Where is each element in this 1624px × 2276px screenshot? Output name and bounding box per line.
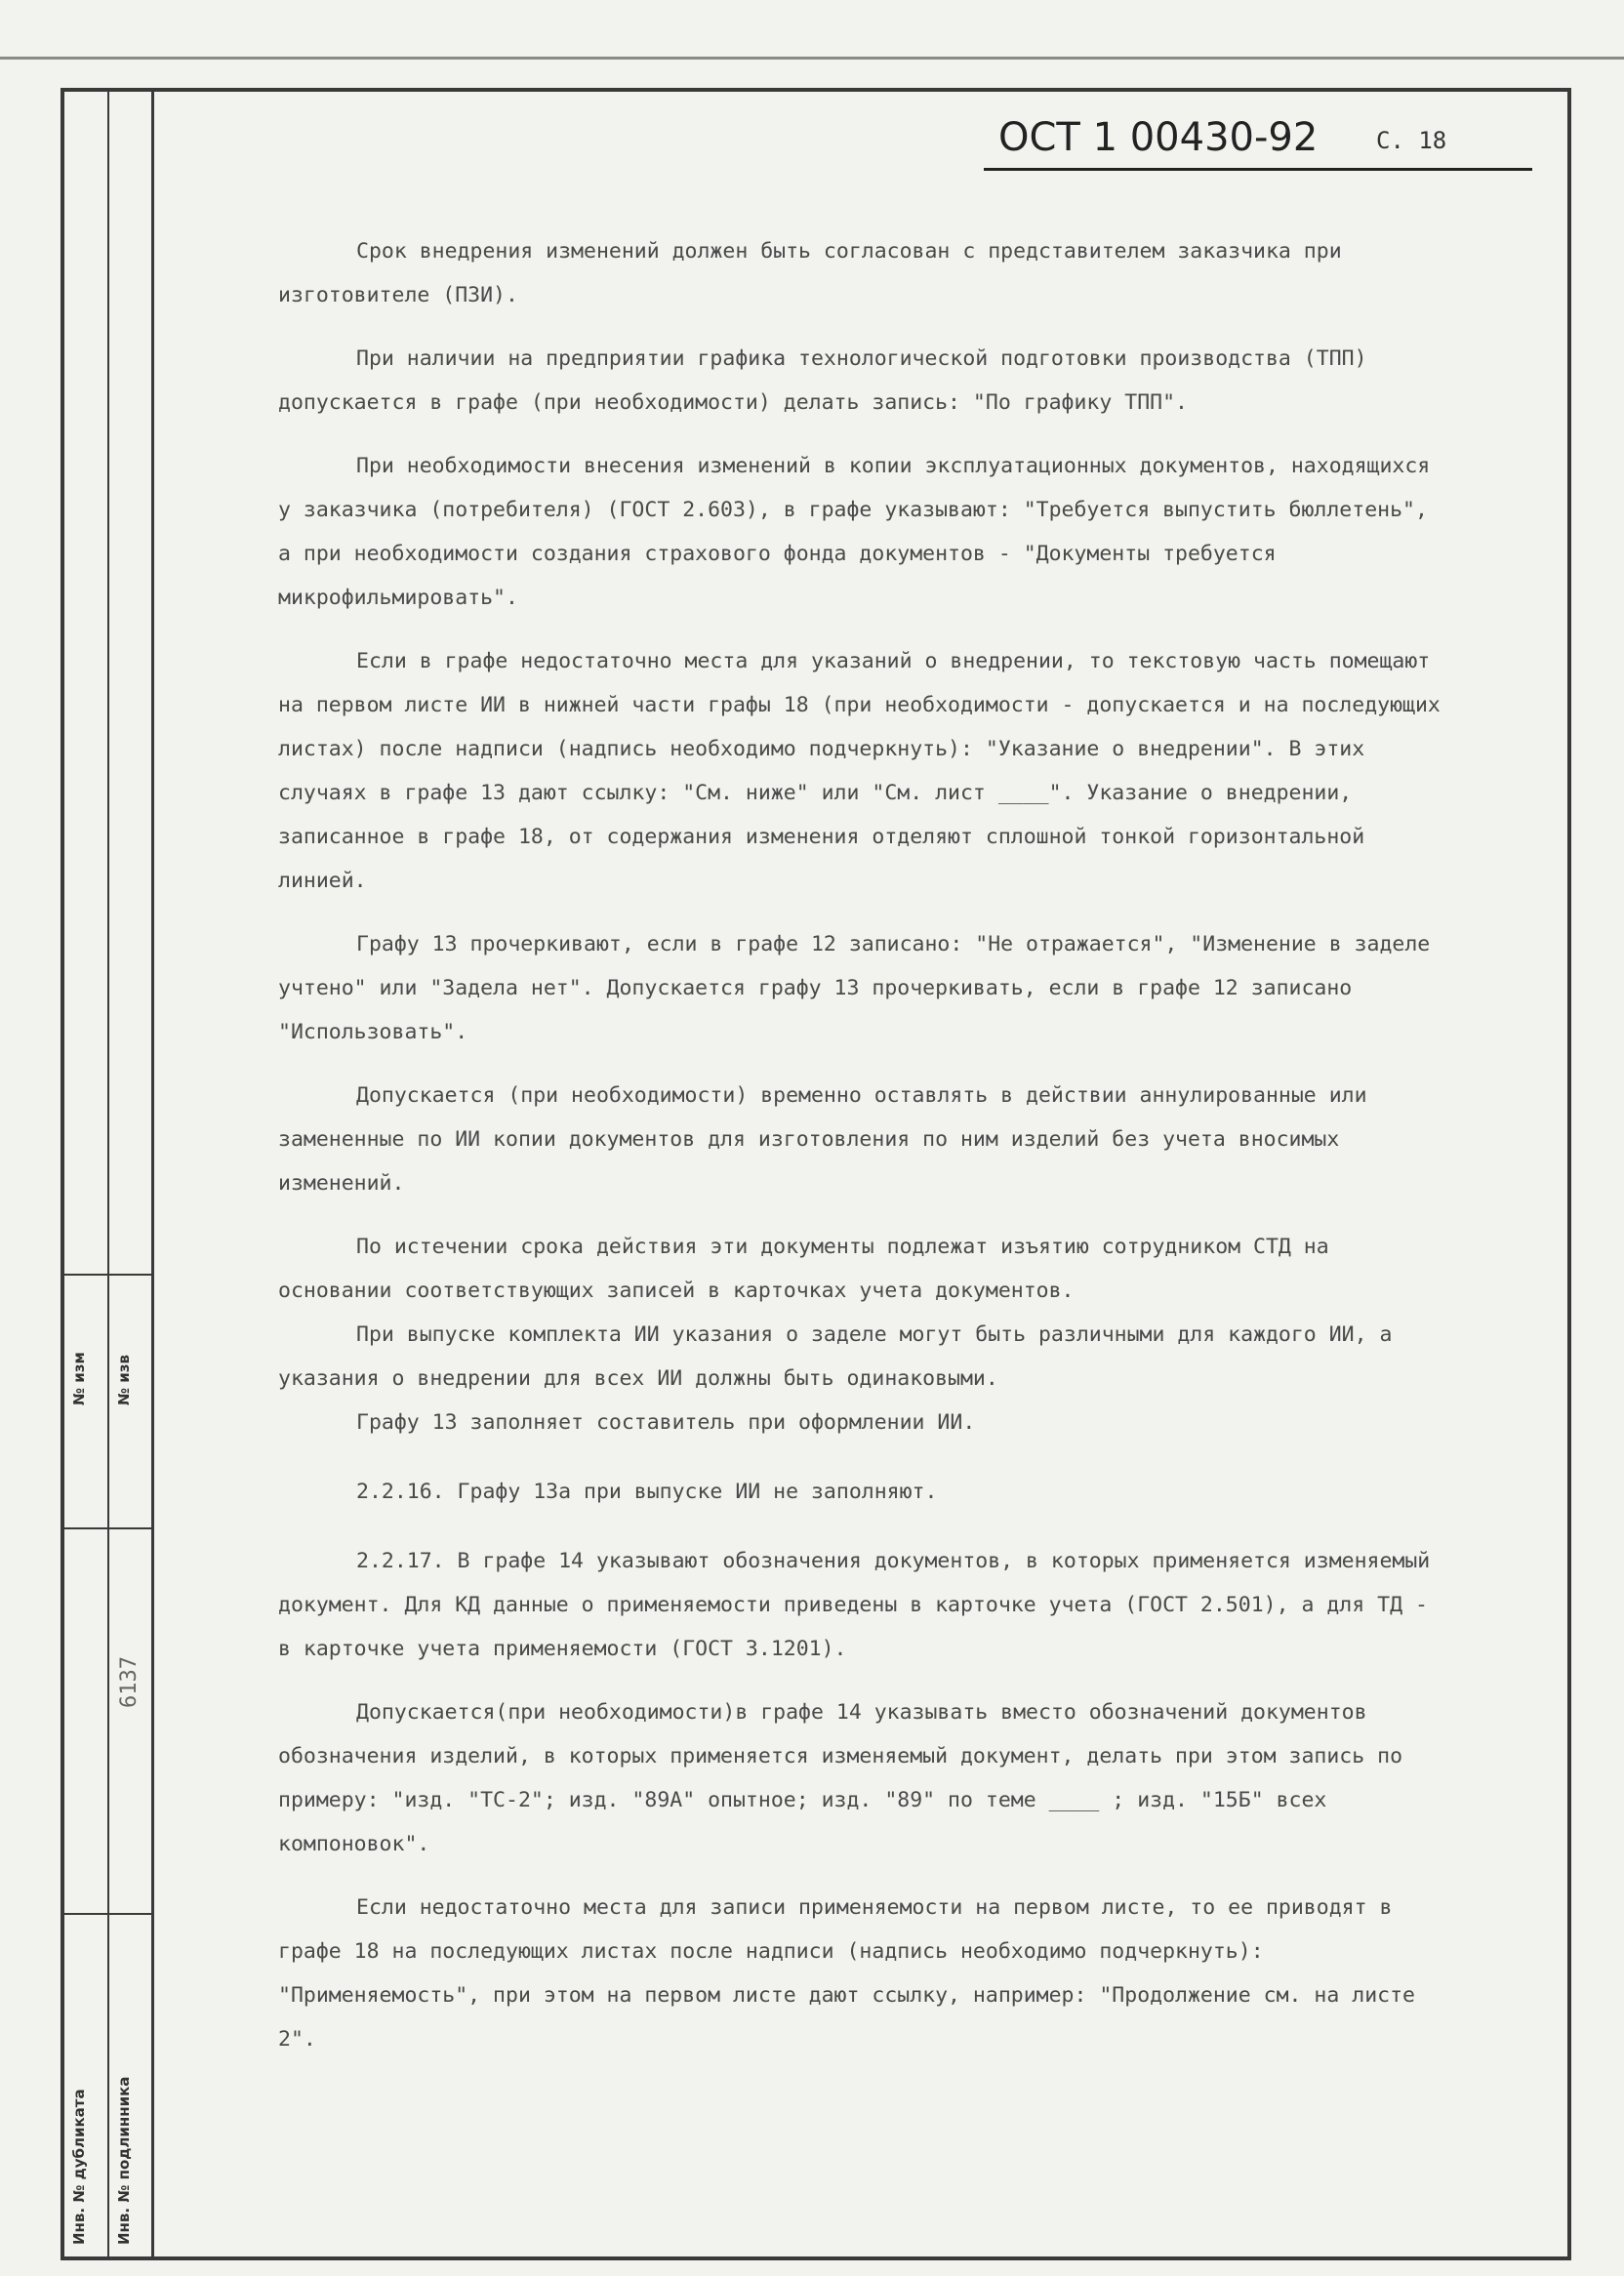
paragraph: Срок внедрения изменений должен быть согласован с представителем заказчика при изготовителе (ПЗИ). (278, 239, 1342, 307)
document-body (278, 229, 1449, 2061)
paragraph: Графу 13 прочеркивают, если в графе 12 записано: "Не отражается", "Изменение в заделе учтено" или "Задела нет". Допускается графу 13 прочеркивать, если в графе 12 записано "Использовать". (278, 932, 1431, 1044)
notice-number-label: № изв (115, 1355, 133, 1405)
margin-column-divider (107, 88, 109, 2260)
section-2-2-17: 2.2.17. В графе 14 указывают обозначения документов, в которых применяется изменяемый документ. Для КД данные о применяемости приведены в карточке учета (ГОСТ 2.501), а для ТД - в карточке учета применяемости (ГОСТ 3.1201). (278, 1549, 1431, 1661)
paragraph: При необходимости внесения изменений в копии эксплуатационных документов, находящихся у заказчика (потребителя) (ГОСТ 2.603), в графе указывают: "Требуется выпустить бюллетень", а при необходимости создания страхового фонда документов - "Документы требуется микрофильмировать". (278, 454, 1431, 610)
paragraph: Допускается(при необходимости)в графе 14 указывать вместо обозначений документов обозначения изделий, в которых применяется изменяемый документ, делать при этом запись по примеру: "изд. "ТС-2"; изд. "89А" опытное; изд. "89" по теме ____ ; изд. "15Б" всех компоновок". (278, 1700, 1403, 1856)
margin-divider (61, 1274, 154, 1276)
inv-duplicate-label: Инв. № дубликата (70, 2089, 88, 2245)
paragraph: Если недостаточно места для записи применяемости на первом листе, то ее приводят в графе 18 на последующих листах после надписи (надпись необходимо подчеркнуть): "Применяемость", при этом на первом листе дают ссылку, например: "Продолжение см. на листе 2". (278, 1895, 1415, 2052)
paragraph: Графу 13 заполняет составитель при оформлении ИИ. (356, 1410, 976, 1435)
page-number: С. 18 (1376, 127, 1447, 154)
inventory-number: 6137 (117, 1656, 142, 1708)
paragraph: По истечении срока действия эти документы подлежат изъятию сотрудником СТД на основании соответствующих записей в карточках учета документов. (278, 1235, 1329, 1303)
paragraph: Допускается (при необходимости) временно оставлять в действии аннулированные или замененные по ИИ копии документов для изготовления по ним изделий без учета вносимых изменений. (278, 1083, 1367, 1196)
page-header (981, 115, 1537, 174)
section-2-2-16: 2.2.16. Графу 13а при выпуске ИИ не заполняют. (356, 1480, 938, 1504)
paragraph: При выпуске комплекта ИИ указания о заделе могут быть различными для каждого ИИ, а указания о внедрении для всех ИИ должны быть одинаковыми. (278, 1322, 1393, 1391)
header-underline (984, 168, 1532, 171)
paragraph: Если в графе недостаточно места для указаний о внедрении, то текстовую часть помещают на первом листе ИИ в нижней части графы 18 (при необходимости - допускается и на последующих листах) после надписи (надпись необходимо подчеркнуть): "Указание о внедрении". В этих случаях в графе 13 дают ссылку: "См. ниже" или "См. лист ____". Указание о внедрении, записанное в графе 18, от содержания изменения отделяют сплошной тонкой горизонтальной линией. (278, 649, 1441, 893)
change-number-label: № изм (70, 1352, 88, 1405)
margin-divider (61, 1913, 154, 1915)
margin-divider (61, 1527, 154, 1529)
outer-border-line (0, 57, 1624, 60)
inv-original-label: Инв. № подлинника (115, 2076, 133, 2245)
paragraph: При наличии на предприятии графика технологической подготовки производства (ТПП) допускается в графе (при необходимости) делать запись: "По графику ТПП". (278, 346, 1367, 415)
document-code: ОСТ 1 00430-92 (998, 115, 1319, 160)
